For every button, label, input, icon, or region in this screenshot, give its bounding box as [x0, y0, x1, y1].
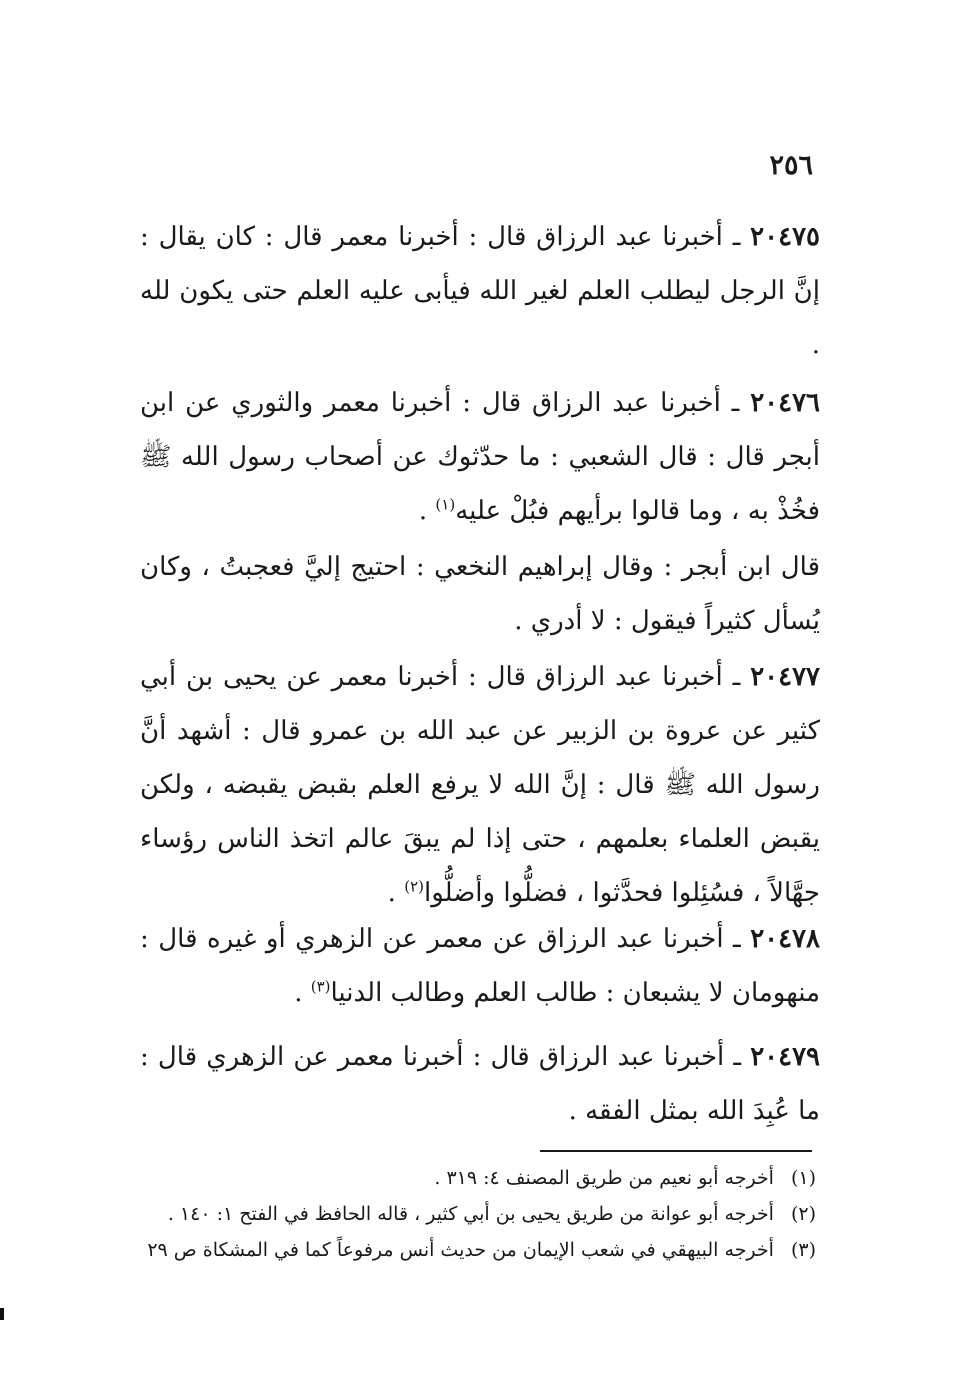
hadith-paragraph	[140, 650, 820, 920]
hadith-number: ٢٠٤٧٩	[750, 1042, 821, 1072]
footnote-text: أخرجه أبو نعيم من طريق المصنف ٤: ٣١٩ .	[434, 1167, 774, 1189]
footnote-reference: (١)	[435, 495, 456, 514]
hadith-paragraph	[140, 210, 820, 372]
footnote-divider	[540, 1150, 812, 1152]
scan-artifact	[0, 1308, 4, 1320]
footnote-reference: (٢)	[404, 877, 424, 896]
footnote-reference: (٣)	[310, 977, 331, 996]
page-number: ٢٥٦	[769, 150, 813, 181]
footnote-marker: (١)	[790, 1167, 816, 1189]
hadith-text: ـ أخبرنا عبد الرزاق عن معمر عن الزهري أو غيره قال : منهومان لا يشبعان : طالب العلم وطالب الدنيا	[140, 924, 820, 1008]
paragraph-end: .	[418, 496, 436, 526]
hadith-text: ـ أخبرنا عبد الرزاق قال : أخبرنا معمر والثوري عن ابن أبجر قال : قال الشعبي : ما حدّثوك عن أصحاب رسول الله ﷺ فخُذْ به ، وما قالوا برأيهم فبُلْ عليه	[140, 388, 820, 526]
hadith-text: ـ أخبرنا عبد الرزاق قال : أخبرنا معمر عن يحيى بن أبي كثير عن عروة بن الزبير عن عبد الله بن عمرو قال : أشهد أنَّ رسول الله ﷺ قال : إنَّ الله لا يرفع العلم بقبض يقبضه ، ولكن يقبض العلماء بعلمهم ، حتى إذا لم يبقَ عالم اتخذ الناس رؤساء جهَّالاً ، فسُئِلوا فحدَّثوا ، فضلُّوا وأضلُّوا	[140, 662, 820, 908]
commentary-text: قال ابن أبجر : وقال إبراهيم النخعي : احتيج إليَّ فعجبتُ ، وكان يُسأل كثيراً فيقول : لا أدري .	[140, 552, 820, 636]
hadith-number: ٢٠٤٧٥	[750, 222, 820, 252]
footnote	[140, 1232, 816, 1268]
hadith-paragraph	[140, 912, 820, 1020]
hadith-paragraph	[140, 376, 820, 538]
footnote-marker: (٢)	[790, 1203, 816, 1225]
hadith-text: ـ أخبرنا عبد الرزاق قال : أخبرنا معمر عن الزهري قال : ما عُبِدَ الله بمثل الفقه .	[140, 1042, 820, 1126]
hadith-number: ٢٠٤٧٦	[750, 388, 821, 418]
commentary-paragraph	[140, 540, 820, 648]
hadith-number: ٢٠٤٧٨	[750, 924, 821, 954]
footnotes-section	[140, 1160, 816, 1268]
footnote-marker: (٣)	[790, 1239, 816, 1261]
hadith-text: ـ أخبرنا عبد الرزاق قال : أخبرنا معمر قال : كان يقال : إنَّ الرجل ليطلب العلم لغير الله فيأبى عليه العلم حتى يكون لله .	[140, 222, 820, 360]
footnote	[140, 1196, 816, 1232]
paragraph-end: .	[387, 878, 405, 908]
hadith-paragraph	[140, 1030, 820, 1138]
footnote-text: أخرجه البيهقي في شعب الإيمان من حديث أنس مرفوعاً كما في المشكاة ص ٢٩	[147, 1239, 774, 1261]
footnote-text: أخرجه أبو عوانة من طريق يحيى بن أبي كثير ، قاله الحافظ في الفتح ١: ١٤٠ .	[167, 1203, 774, 1225]
hadith-number: ٢٠٤٧٧	[750, 662, 821, 692]
paragraph-end: .	[294, 978, 311, 1008]
footnote	[140, 1160, 816, 1196]
